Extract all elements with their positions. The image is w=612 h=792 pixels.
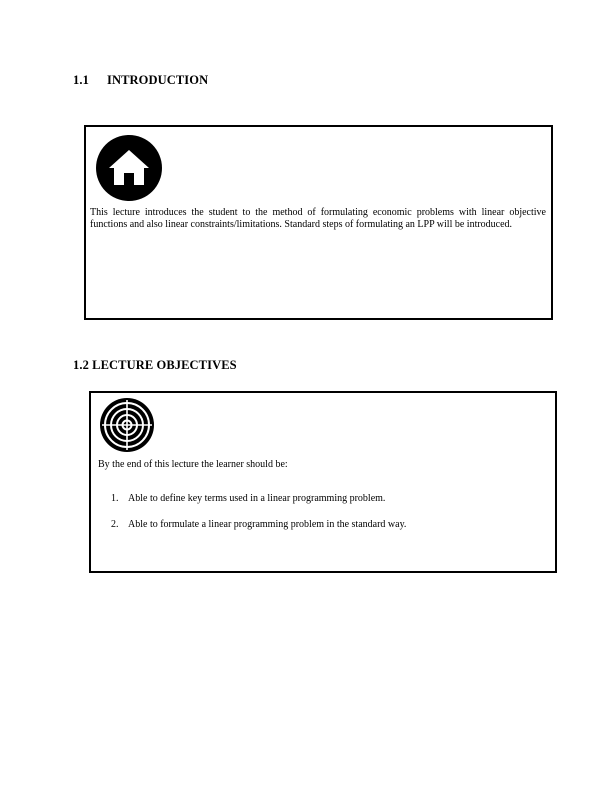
objectives-lead: By the end of this lecture the learner should be: (98, 459, 288, 470)
list-item-text: Able to formulate a linear programming problem in the standard way. (128, 519, 407, 530)
list-item (111, 519, 406, 531)
list-item-text: Able to define key terms used in a linear programming problem. (128, 493, 386, 504)
objectives-heading: 1.2 LECTURE OBJECTIVES (73, 358, 237, 372)
intro-paragraph: This lecture introduces the student to the method of formulating economic problems with linear objective functions and also linear constraints/limitations. Standard steps of formulating an LPP will be introduced. (90, 207, 546, 230)
intro-heading-title: INTRODUCTION (107, 73, 209, 87)
list-item (111, 493, 406, 505)
list-item-number: 1. (111, 493, 119, 504)
objectives-box (89, 391, 557, 573)
intro-box (84, 125, 553, 320)
intro-heading (73, 73, 208, 88)
intro-heading-number: 1.1 (73, 73, 89, 87)
objectives-list (111, 493, 406, 545)
target-icon (99, 397, 155, 453)
list-item-number: 2. (111, 519, 119, 530)
home-icon (96, 135, 162, 201)
